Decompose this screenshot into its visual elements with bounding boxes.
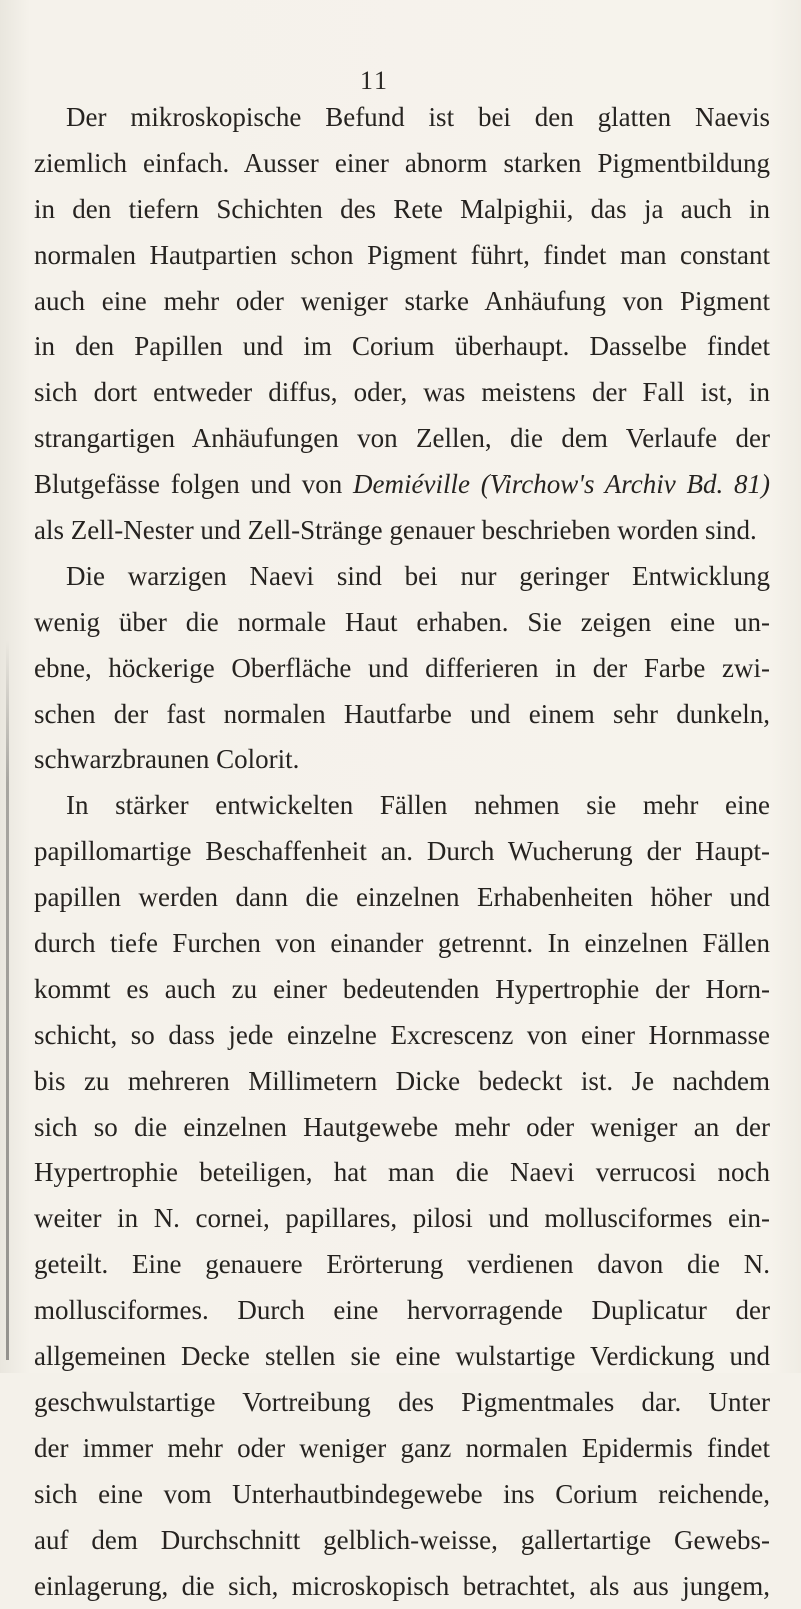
text-line: papillomartige Beschaffenheit an. Durch Wucherung der Haupt- [34, 829, 770, 875]
text-line: ziemlich einfach. Ausser einer abnorm starken Pigmentbildung [34, 141, 770, 187]
text-line: geteilt. Eine genauere Erörterung verdienen davon die N. [34, 1242, 770, 1288]
text-line: sich dort entweder diffus, oder, was meistens der Fall ist, in [34, 370, 770, 416]
text-line: mollusciformes. Durch eine hervorragende Duplicatur der [34, 1288, 770, 1334]
text-line: schwarzbraunen Colorit. [34, 737, 770, 783]
text-line [34, 462, 770, 508]
text-line: einlagerung, die sich, microskopisch betrachtet, als aus jungem, [34, 1564, 770, 1609]
text-line: in den Papillen und im Corium überhaupt. Dasselbe findet [34, 324, 770, 370]
text-line: kommt es auch zu einer bedeutenden Hypertrophie der Horn- [34, 967, 770, 1013]
text-line: normalen Hautpartien schon Pigment führt, findet man constant [34, 233, 770, 279]
text-line: geschwulstartige Vortreibung des Pigmentmales dar. Unter [34, 1380, 770, 1426]
text-line: strangartigen Anhäufungen von Zellen, die dem Verlaufe der [34, 416, 770, 462]
text-line: sich eine vom Unterhautbindegewebe ins Corium reichende, [34, 1472, 770, 1518]
text-line: ebne, höckerige Oberfläche und differieren in der Farbe zwi- [34, 646, 770, 692]
text-line: allgemeinen Decke stellen sie eine wulstartige Verdickung und [34, 1334, 770, 1380]
text-line: in den tiefern Schichten des Rete Malpighii, das ja auch in [34, 187, 770, 233]
text-line: auf dem Durchschnitt gelblich-weisse, gallertartige Gewebs- [34, 1518, 770, 1564]
text-line: Der mikroskopische Befund ist bei den glatten Naevis [34, 95, 770, 141]
text-line: schicht, so dass jede einzelne Excrescenz von einer Hornmasse [34, 1013, 770, 1059]
text-line: schen der fast normalen Hautfarbe und einem sehr dunkeln, [34, 692, 770, 738]
text-line: weiter in N. cornei, papillares, pilosi und mollusciformes ein- [34, 1196, 770, 1242]
text-line: durch tiefe Furchen von einander getrennt. In einzelnen Fällen [34, 921, 770, 967]
citation-italic: Demiéville (Virchow's Archiv Bd. 81) [353, 469, 770, 499]
text-line: papillen werden dann die einzelnen Erhabenheiten höher und [34, 875, 770, 921]
text-line: als Zell-Nester und Zell-Stränge genauer beschrieben worden sind. [34, 508, 770, 554]
text-line: bis zu mehreren Millimetern Dicke bedeckt ist. Je nachdem [34, 1059, 770, 1105]
text-line: auch eine mehr oder weniger starke Anhäufung von Pigment [34, 279, 770, 325]
binding-shadow [6, 640, 9, 1360]
body-text [34, 95, 770, 1609]
text-line: wenig über die normale Haut erhaben. Sie zeigen eine un- [34, 600, 770, 646]
text-line: der immer mehr oder weniger ganz normalen Epidermis findet [34, 1426, 770, 1472]
text-line: Die warzigen Naevi sind bei nur geringer Entwicklung [34, 554, 770, 600]
text-line: Hypertrophie beteiligen, hat man die Naevi verrucosi noch [34, 1150, 770, 1196]
page-number: 11 [360, 66, 389, 96]
text-line: sich so die einzelnen Hautgewebe mehr oder weniger an der [34, 1105, 770, 1151]
text-segment: Blutgefässe folgen und von [34, 469, 353, 499]
text-line: In stärker entwickelten Fällen nehmen sie mehr eine [34, 783, 770, 829]
